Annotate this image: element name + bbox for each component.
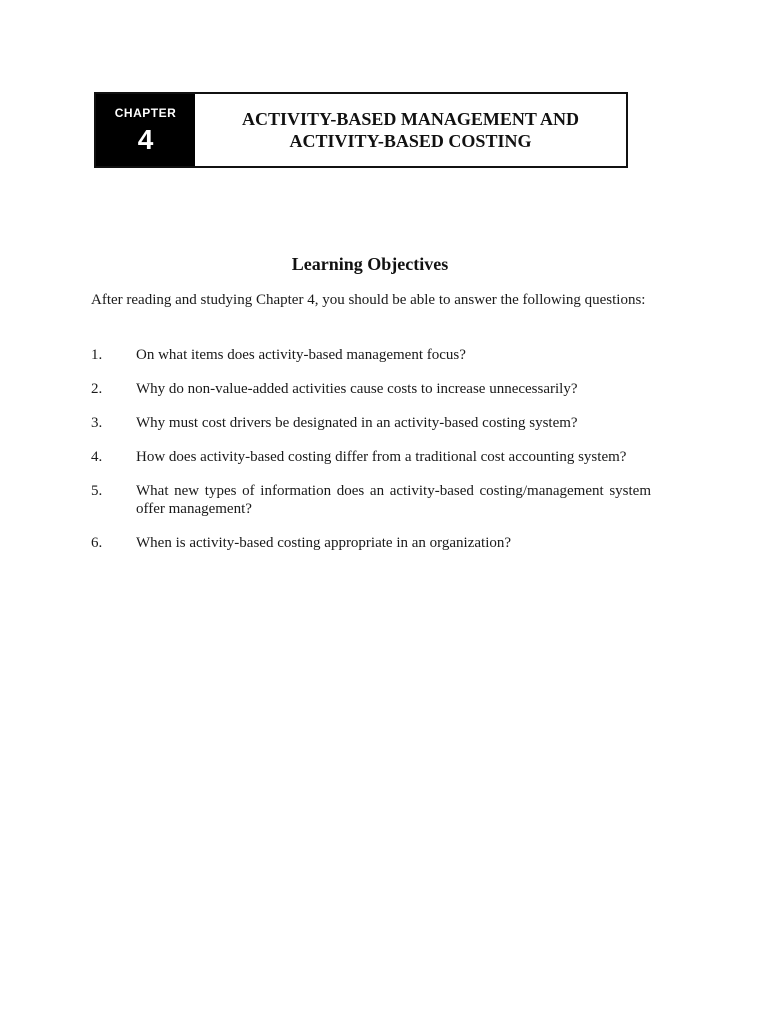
section-heading: Learning Objectives bbox=[291, 254, 449, 274]
objective-number: 4. bbox=[91, 449, 103, 465]
objective-text: How does activity-based costing differ from a traditional cost accounting system? bbox=[136, 449, 627, 465]
chapter-label: CHAPTER bbox=[114, 106, 177, 120]
objective-number: 6. bbox=[91, 535, 103, 551]
chapter-number: 4 bbox=[137, 124, 154, 155]
objective-number: 3. bbox=[91, 415, 103, 431]
objective-number: 1. bbox=[91, 347, 103, 363]
objectives-list bbox=[91, 346, 651, 568]
chapter-title-line-2: ACTIVITY-BASED COSTING bbox=[289, 131, 532, 151]
objective-number: 2. bbox=[91, 381, 103, 397]
chapter-badge bbox=[96, 94, 195, 166]
objective-item bbox=[91, 380, 651, 398]
objective-text: Why do non-value-added activities cause costs to increase unnecessarily? bbox=[136, 381, 578, 397]
objective-item bbox=[91, 448, 651, 466]
objective-item bbox=[91, 414, 651, 432]
objective-item bbox=[91, 482, 651, 518]
objective-text: On what items does activity-based management focus? bbox=[136, 347, 466, 363]
chapter-header bbox=[94, 92, 628, 168]
chapter-title-line-1: ACTIVITY-BASED MANAGEMENT AND bbox=[241, 109, 580, 129]
chapter-title bbox=[195, 94, 626, 166]
objective-number: 5. bbox=[91, 483, 103, 499]
objective-text: Why must cost drivers be designated in an activity-based costing system? bbox=[136, 415, 578, 431]
objective-text: When is activity-based costing appropriate in an organization? bbox=[136, 535, 512, 551]
objective-text: What new types of information does an activity-based costing/management system offer management? bbox=[136, 483, 651, 517]
intro-paragraph: After reading and studying Chapter 4, you should be able to answer the following questions: bbox=[91, 292, 646, 308]
objective-item bbox=[91, 346, 651, 364]
objective-item bbox=[91, 534, 651, 552]
